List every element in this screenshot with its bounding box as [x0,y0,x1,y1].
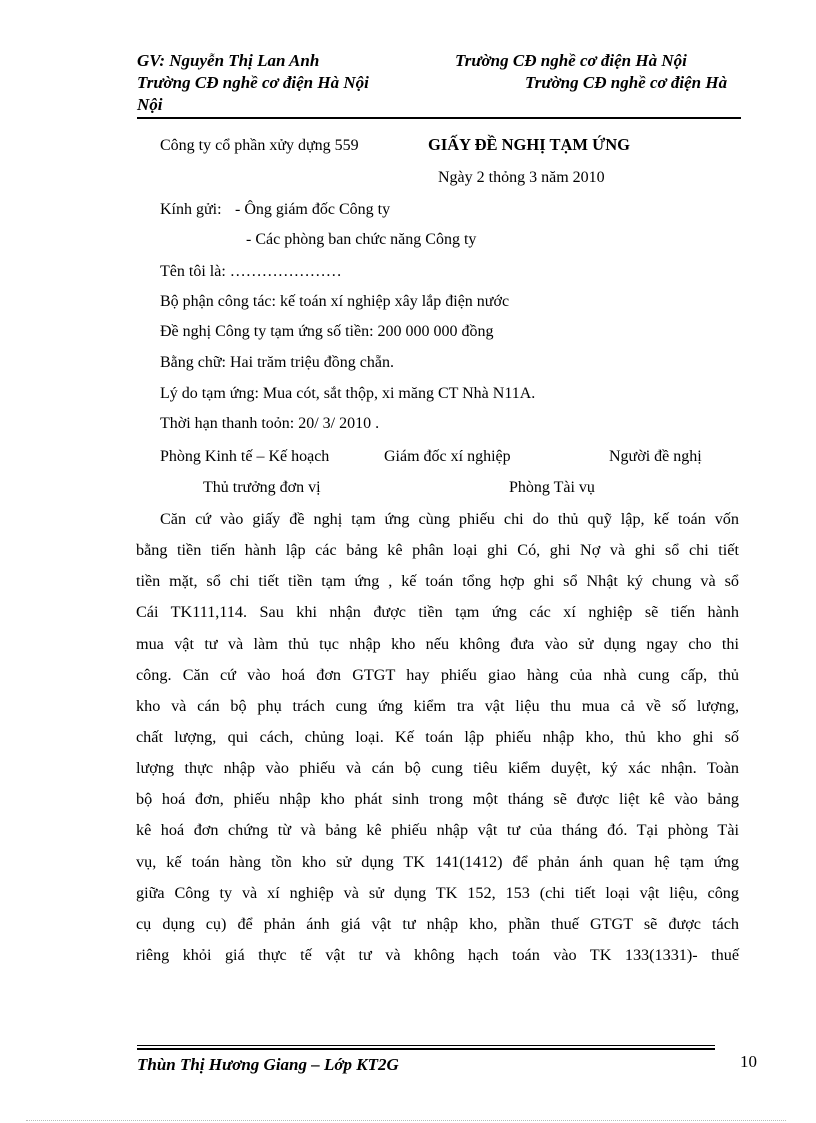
footer-rule-top [137,1045,715,1046]
department: Bộ phận công tác: kế toán xí nghiệp xây lắp điện nước [160,293,510,310]
header-school-1: Trường CĐ nghề cơ điện Hà Nội [455,51,687,70]
signature-unit-head: Thủ trưởng đơn vị [203,479,321,496]
page-number: 10 [740,1052,757,1071]
recipient-director: - Ông giám đốc Công ty [235,201,391,218]
request-amount: Đề nghị Công ty tạm ứng số tiền: 200 000 000 đồng [160,323,494,340]
body-paragraph [136,504,739,971]
amount-in-words: Bằng chữ: Hai trăm triệu đồng chẵn. [160,354,394,371]
form-title: GIẤY ĐỀ NGHỊ TẠM ỨNG [428,135,630,154]
signature-requester: Người đề nghị [609,448,702,465]
footer-author: Thùn Thị Hương Giang – Lớp KT2G [137,1055,399,1074]
paragraph-line: bằng tiền tiến hành lập các bảng kê phân loại ghi Có, ghi Nợ và ghi sổ chi tiết [136,541,739,560]
header-school-3: Trường CĐ nghề cơ điện Hà [525,73,728,92]
paragraph-line: mua vật tư và làm thủ tục nhập kho nếu không đưa vào sử dụng ngay cho thi [136,634,739,653]
paragraph-line: riêng khỏi giá thực tế vật tư và không hạch toán vào TK 133(1331)- thuế [136,945,739,964]
form-date: Ngày 2 thỏng 3 năm 2010 [438,169,605,186]
company-name: Công ty cổ phần xửy dựng 559 [160,137,359,154]
advance-reason: Lý do tạm ứng: Mua cót, sắt thộp, xi măng CT Nhà N11A. [160,385,536,402]
recipient-departments: - Các phòng ban chức năng Công ty [246,231,477,248]
paragraph-line: vụ, kế toán hàng tồn kho sử dụng TK 141(1412) để phản ánh quan hệ tạm ứng [136,852,739,871]
header-school-3-cont: Nội [137,95,163,114]
paragraph-line: công. Căn cứ vào hoá đơn GTGT hay phiếu giao hàng của nhà cung cấp, thủ [136,665,739,684]
header-rule [137,117,741,119]
paragraph-line: cụ dụng cụ) để phản ánh giá vật tư nhập kho, phần thuế GTGT sẽ được tách [136,914,739,933]
paragraph-line: kho và cán bộ phụ trách cung ứng kiểm tra vật liệu thu mua cả về số lượng, [136,696,739,715]
requester-name: Tên tôi là: ………………… [160,263,342,280]
footer-rule-bottom [137,1048,715,1050]
page-edge-divider [26,1120,786,1121]
header-school-2: Trường CĐ nghề cơ điện Hà Nội [137,73,369,92]
paragraph-line: bộ hoá đơn, phiếu nhập kho phát sinh trong một tháng sẽ được liệt kê vào bảng [136,790,739,809]
paragraph-line: tiền mặt, sổ chi tiết tiền tạm ứng , kế toán tổng hợp ghi sổ Nhật ký chung và sổ [136,572,739,591]
payment-deadline: Thời hạn thanh toỏn: 20/ 3/ 2010 . [160,415,380,432]
paragraph-line: Cái TK111,114. Sau khi nhận được tiền tạm ứng các xí nghiệp sẽ tiến hành [136,603,739,622]
header-teacher: GV: Nguyễn Thị Lan Anh [137,51,320,70]
paragraph-line: Căn cứ vào giấy đề nghị tạm ứng cùng phiếu chi do thủ quỹ lập, kế toán vốn [160,510,739,528]
paragraph-line: kê hoá đơn chứng từ và bảng kê phiếu nhập vật tư của tháng đó. Tại phòng Tài [136,821,739,840]
paragraph-line: giữa Công ty và xí nghiệp và sử dụng TK 152, 153 (chi tiết loại vật liệu, công [136,883,739,902]
signature-planning-dept: Phòng Kinh tế – Kế hoạch [160,448,330,465]
paragraph-line: lượng thực nhập vào phiếu và cán bộ cung tiêu kiểm duyệt, ký xác nhận. Toàn [136,759,739,778]
signature-finance-dept: Phòng Tài vụ [509,479,595,496]
paragraph-line: chất lượng, qui cách, chủng loại. Kế toán lập phiếu nhập kho, thủ kho ghi số [136,727,739,746]
signature-director: Giám đốc xí nghiệp [384,448,511,465]
recipient-label: Kính gửi: [160,201,222,218]
